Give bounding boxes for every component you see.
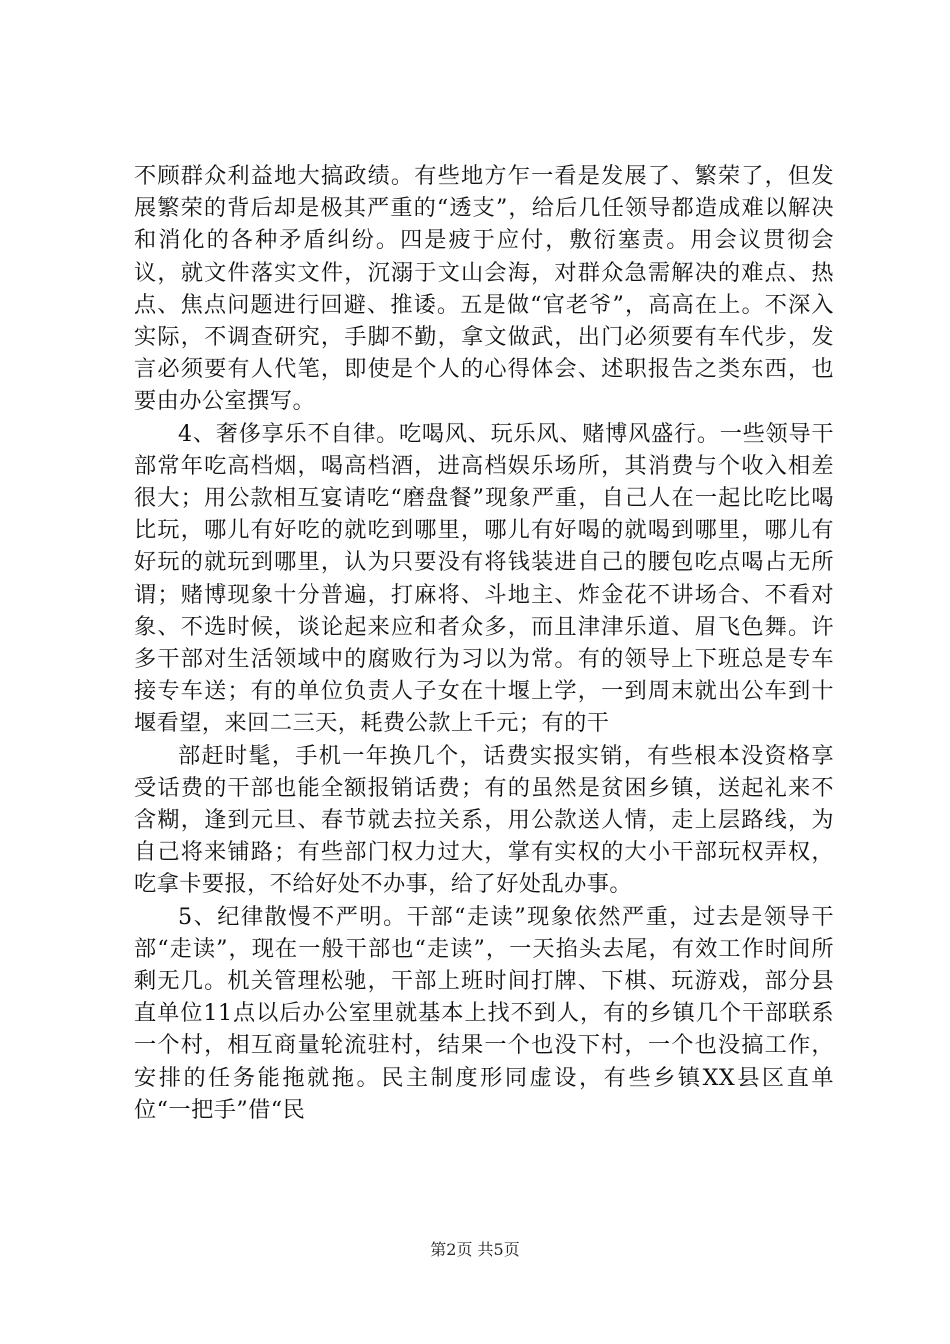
paragraph-1: 不顾群众利益地大搞政绩。有些地方乍一看是发展了、繁荣了，但发展繁荣的背后却是极其严重的“透支”，给后几任领导都造成难以解决和消化的各种矛盾纠纷。四是疲于应付，敷衍塞责。用会议贯彻会议，就文件落实文件，沉溺于文山会海，对群众急需解决的难点、热点、焦点问题进行回避、推诿。五是做“官老爷”，高高在上。不深入实际，不调查研究，手脚不勤，拿文做武，出门必须要有车代步，发言必须要有人代笔，即使是个人的心得体会、述职报告之类东西，也要由办公室撰写。 <box>134 163 834 415</box>
paragraph-4: 5、纪律散慢不严明。干部“走读”现象依然严重，过去是领导干部“走读”，现在一般干部也“走读”，一天掐头去尾，有效工作时间所剩无几。机关管理松驰，干部上班时间打牌、下棋、玩游戏，部分县直单位11点以后办公室里就基本上找不到人，有的乡镇几个干部联系一个村，相互商量轮流驻村，结果一个也没下村，一个也没搞工作，安排的任务能拖就拖。民主制度形同虚设，有些乡镇XX县区直单位“一把手”借“民 <box>134 903 834 1123</box>
page-number-footer: 第2页 共5页 <box>430 1240 520 1259</box>
document-body <box>134 160 834 1126</box>
paragraph-2: 4、奢侈享乐不自律。吃喝风、玩乐风、赌博风盛行。一些领导干部常年吃高档烟，喝高档酒，进高档娱乐场所，其消费与个收入相差很大；用公款相互宴请吃“磨盘餐”现象严重，自己人在一起比吃比喝比玩，哪儿有好吃的就吃到哪里，哪儿有好喝的就喝到哪里，哪儿有好玩的就玩到哪里，认为只要没有将钱装进自己的腰包吃点喝占无所谓；赌博现象十分普遍，打麻将、斗地主、炸金花不讲场合、不看对象、不选时候，谈论起来应和者众多，而且津津乐道、眉飞色舞。许多干部对生活领域中的腐败行为习以为常。有的领导上下班总是专车接专车送；有的单位负责人子女在十堰上学，一到周末就出公车到十堰看望，来回二三天，耗费公款上千元；有的干 <box>134 420 834 737</box>
paragraph-3: 部赶时髦，手机一年换几个，话费实报实销，有些根本没资格享受话费的干部也能全额报销话费；有的虽然是贫困乡镇，送起礼来不含糊，逢到元旦、春节就去拉关系，用公款送人情，走上层路线，为自己将来铺路；有些部门权力过大，掌有实权的大小干部玩权弄权，吃拿卡要报，不给好处不办事，给了好处乱办事。 <box>134 742 834 898</box>
